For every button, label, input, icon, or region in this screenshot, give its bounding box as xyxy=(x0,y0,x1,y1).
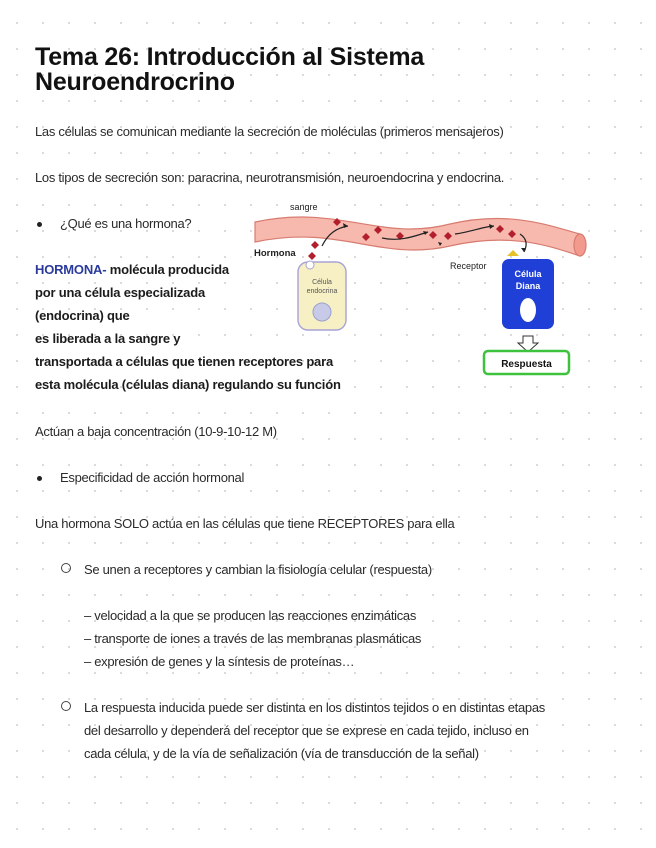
endocrine-nucleus xyxy=(313,303,331,321)
bullet-specificity: Especificidad de acción hormonal xyxy=(60,470,245,485)
circle-bullet xyxy=(61,701,71,711)
paragraph-concentration: Actúan a baja concentración (10-9-10-12 M) xyxy=(35,424,277,439)
paragraph-communication: Las células se comunican mediante la secreción de moléculas (primeros mensajeros) xyxy=(35,124,504,139)
endocrine-cell-vesicle xyxy=(306,261,314,269)
endocrine-cell-label-2: endocrina xyxy=(306,288,338,295)
list-item: – transporte de iones a través de las membranas plasmáticas xyxy=(84,631,422,646)
circle-bullet xyxy=(61,563,71,573)
sub-bullet-response xyxy=(84,696,649,765)
list-item: – expresión de genes y la síntesis de proteínas… xyxy=(84,654,355,669)
receptor-site xyxy=(507,250,519,256)
page-title xyxy=(35,45,635,95)
target-cell-label-2: Diana xyxy=(515,281,541,291)
paragraph-secretion-types: Los tipos de secreción son: paracrina, neurotransmisión, neuroendocrina y endocrina. xyxy=(35,170,505,185)
definition-line-5: transportada a células que tienen receptores para xyxy=(35,354,333,369)
hormone-molecule xyxy=(311,241,319,249)
effects-list xyxy=(84,604,421,673)
bullet-what-is-hormone: ¿Qué es una hormona? xyxy=(60,216,192,231)
definition-line-1: HORMONA- molécula producida xyxy=(35,262,229,277)
label-sangre: sangre xyxy=(290,202,318,212)
endocrine-cell-label-1: Célula xyxy=(312,279,332,286)
definition-line-4: es liberada a la sangre y xyxy=(35,331,181,346)
title-line-2: Neuroendrocrino xyxy=(35,68,235,96)
list-item: – velocidad a la que se producen las reacciones enzimáticas xyxy=(84,608,417,623)
hormone-molecule xyxy=(308,252,316,260)
response-line: cada célula, y de la vía de señalización (vía de transducción de la señal) xyxy=(84,746,479,761)
label-hormona: Hormona xyxy=(254,248,296,259)
paragraph-receptors: Una hormona SOLO actúa en las células que tiene RECEPTORES para ella xyxy=(35,516,455,531)
bullet-dot xyxy=(37,476,42,481)
blood-vessel xyxy=(255,217,580,256)
response-line: del desarrollo y dependerá del receptor que se exprese en cada tejido, incluso en xyxy=(84,723,529,738)
target-cell-label-1: Célula xyxy=(514,269,542,279)
response-label: Respuesta xyxy=(501,359,552,370)
hormona-term: HORMONA- xyxy=(35,262,107,277)
bullet-dot xyxy=(37,222,42,227)
definition-line-6: esta molécula (células diana) regulando su función xyxy=(35,377,341,392)
sub-bullet-receptors: Se unen a receptores y cambian la fisiología celular (respuesta) xyxy=(84,562,432,577)
definition-line-2: por una célula especializada xyxy=(35,285,205,300)
vessel-end xyxy=(574,234,586,256)
label-receptor: Receptor xyxy=(450,261,487,271)
definition-line-3: (endocrina) que xyxy=(35,308,130,323)
response-line: La respuesta inducida puede ser distinta en los distintos tejidos o en distintas etapas xyxy=(84,700,545,715)
hormone-diagram xyxy=(250,196,595,381)
response-arrow xyxy=(518,336,538,352)
title-line-1: Tema 26: Introducción al Sistema xyxy=(35,43,425,71)
target-nucleus xyxy=(520,298,536,322)
